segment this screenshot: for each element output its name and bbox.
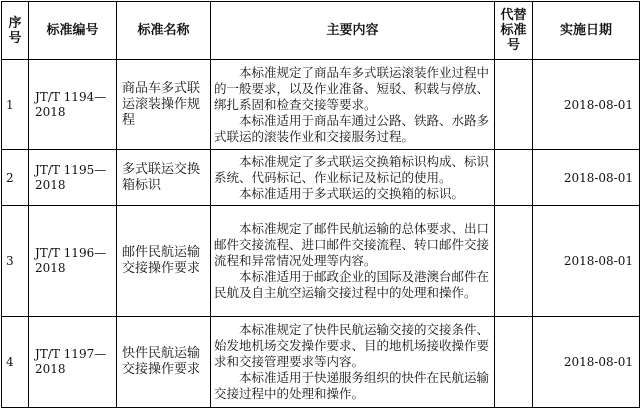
standards-table — [1, 1, 640, 408]
row-index: 4 — [2, 317, 29, 408]
row-index: 3 — [2, 206, 29, 317]
table-row — [2, 150, 640, 206]
row-replaced — [495, 317, 533, 408]
header-content: 主要内容 — [211, 2, 495, 60]
row-index: 2 — [2, 150, 29, 206]
row-replaced — [495, 60, 533, 150]
row-content — [211, 206, 495, 317]
header-date: 实施日期 — [533, 2, 640, 60]
row-date: 2018-08-01 — [533, 60, 640, 150]
content-paragraph: 本标准适用于商品车通过公路、铁路、水路多式联运的滚装作业和交接服务过程。 — [214, 112, 490, 144]
row-name: 快件民航运输交接操作要求 — [117, 317, 211, 408]
row-replaced — [495, 206, 533, 317]
row-content — [211, 317, 495, 408]
row-date: 2018-08-01 — [533, 150, 640, 206]
content-paragraph: 本标准适用于多式联运的交换箱的标识。 — [239, 185, 465, 201]
row-date: 2018-08-01 — [533, 317, 640, 408]
row-date: 2018-08-01 — [533, 206, 640, 317]
table-row — [2, 60, 640, 150]
row-code: JT/T 1197—2018 — [29, 317, 117, 408]
row-name: 商品车多式联运滚装操作规程 — [117, 60, 211, 150]
row-content — [211, 150, 495, 206]
content-paragraph: 本标准适用于快递服务组织的快件在民航运输交接过程中的处理和操作。 — [214, 370, 490, 401]
header-code: 标准编号 — [29, 2, 117, 60]
content-paragraph: 本标准规定了邮件民航运输的总体要求、出口邮件交接流程、进口邮件交接流程、转口邮件交接流程和异常情况处理等内容。 — [214, 221, 490, 268]
table-row — [2, 317, 640, 408]
table-row — [2, 206, 640, 317]
row-name: 多式联运交换箱标识 — [117, 150, 211, 206]
row-code: JT/T 1194—2018 — [29, 60, 117, 150]
content-paragraph: 本标准规定了商品车多式联运滚装作业过程中的一般要求，以及作业准备、短驳、积载与停放、绑扎系固和检查交接等要求。 — [214, 64, 490, 112]
content-paragraph: 本标准规定了快件民航运输交接的交接条件、始发地机场交发操作要求、目的地机场接收操作要求和交接管理要求等内容。 — [214, 322, 490, 369]
content-paragraph: 本标准适用于邮政企业的国际及港澳台邮件在民航及自主航空运输交接过程中的处理和操作。 — [214, 269, 490, 300]
row-content — [211, 60, 495, 150]
row-index: 1 — [2, 60, 29, 150]
header-index: 序号 — [2, 2, 29, 60]
row-code: JT/T 1195—2018 — [29, 150, 117, 206]
row-replaced — [495, 150, 533, 206]
row-code: JT/T 1196—2018 — [29, 206, 117, 317]
header-replaced: 代替标准号 — [495, 2, 533, 60]
row-name: 邮件民航运输交接操作要求 — [117, 206, 211, 317]
content-paragraph: 本标准规定了多式联运交换箱标识构成、标识系统、代码标记、作业标记及标记的使用。 — [214, 153, 490, 185]
table-header-row — [2, 2, 640, 60]
header-name: 标准名称 — [117, 2, 211, 60]
